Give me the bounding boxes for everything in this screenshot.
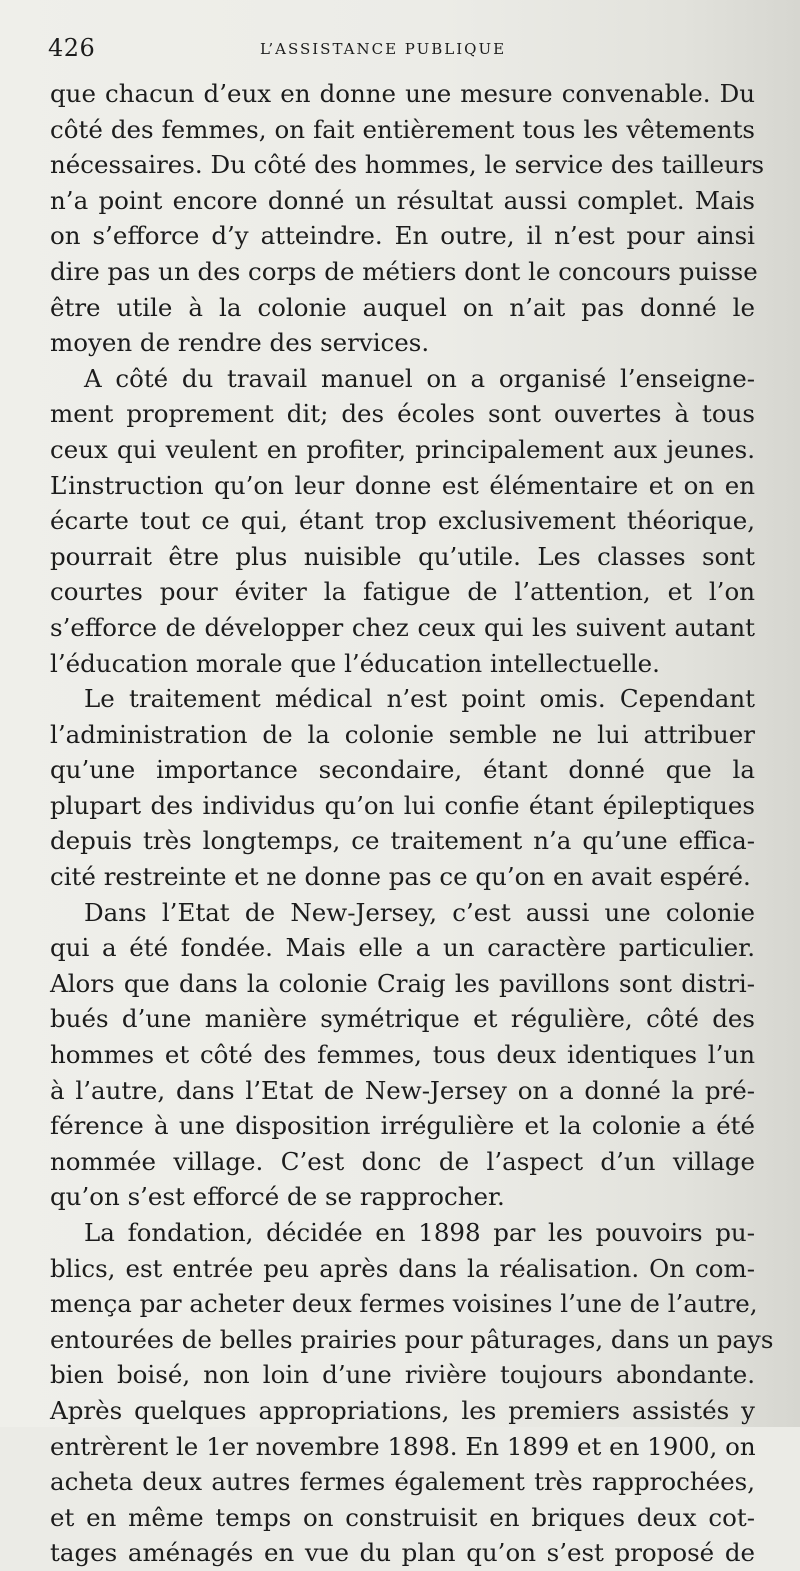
text-line: écarte tout ce qui, étant trop exclusivement théorique,	[50, 506, 755, 536]
text-line: entrèrent le 1er novembre 1898. En 1899 et en 1900, on	[50, 1431, 756, 1461]
text-line: Le traitement médical n’est point omis. Cependant	[84, 684, 755, 714]
text-line: nécessaires. Du côté des hommes, le service des tailleurs	[50, 150, 765, 180]
text-line: tages aménagés en vue du plan qu’on s’est proposé de	[50, 1538, 755, 1568]
text-line: entourées de belles prairies pour pâturages, dans un pays	[50, 1324, 774, 1354]
text-line: A côté du travail manuel on a organisé l’enseigne-	[84, 363, 755, 393]
text-line: on s’efforce d’y atteindre. En outre, il n’est pour ainsi	[50, 221, 755, 251]
text-line: bien boisé, non loin d’une rivière toujours abondante.	[50, 1360, 755, 1390]
text-line: bués d’une manière symétrique et régulière, côté des	[50, 1004, 755, 1034]
text-line: acheta deux autres fermes également très rapprochées,	[50, 1467, 755, 1497]
running-head: L’ASSISTANCE PUBLIQUE	[260, 40, 507, 58]
text-line: L’instruction qu’on leur donne est élémentaire et on en	[50, 470, 755, 500]
text-line: férence à une disposition irrégulière et la colonie a été	[50, 1111, 755, 1141]
text-line: La fondation, décidée en 1898 par les pouvoirs pu-	[84, 1218, 755, 1247]
text-line: qu’une importance secondaire, étant donné que la	[50, 755, 755, 785]
text-line: plupart des individus qu’on lui confie étant épileptiques	[50, 790, 755, 820]
text-line: depuis très longtemps, ce traitement n’a qu’une effica-	[50, 826, 755, 856]
text-line: blics, est entrée peu après dans la réalisation. On com-	[50, 1253, 755, 1283]
text-line: Alors que dans la colonie Craig les pavillons sont distri-	[50, 968, 755, 998]
text-line: mença par acheter deux fermes voisines l’une de l’autre,	[50, 1289, 758, 1319]
text-line: et en même temps on construisit en briques deux cot-	[50, 1502, 755, 1532]
page-number: 426	[48, 34, 96, 62]
text-line: nommée village. C’est donc de l’aspect d’un village	[50, 1146, 755, 1176]
text-line: être utile à la colonie auquel on n’ait pas donné le	[50, 292, 755, 322]
page-header	[48, 34, 748, 64]
text-line: moyen de rendre des services.	[50, 328, 430, 358]
text-line: qui a été fondée. Mais elle a un caractère particulier.	[50, 933, 755, 963]
text-line: que chacun d’eux en donne une mesure convenable. Du	[50, 79, 755, 108]
text-line: n’a point encore donné un résultat aussi complet. Mais	[50, 185, 755, 215]
text-line: ceux qui veulent en profiter, principalement aux jeunes.	[50, 434, 755, 464]
text-line: Dans l’Etat de New-Jersey, c’est aussi une colonie	[84, 897, 755, 927]
text-line: hommes et côté des femmes, tous deux identiques l’un	[50, 1040, 755, 1070]
text-line: Après quelques appropriations, les premiers assistés y	[50, 1395, 755, 1425]
text-line: pourrait être plus nuisible qu’utile. Les classes sont	[50, 541, 755, 571]
text-line: l’éducation morale que l’éducation intellectuelle.	[50, 648, 660, 678]
text-line: qu’on s’est efforcé de se rapprocher.	[50, 1182, 505, 1212]
text-line: s’efforce de développer chez ceux qui les suivent autant	[50, 612, 755, 642]
text-line: à l’autre, dans l’Etat de New-Jersey on a donné la pré-	[50, 1075, 755, 1105]
body-text	[50, 76, 774, 1571]
text-line: ment proprement dit; des écoles sont ouvertes à tous	[50, 399, 755, 429]
text-line: l’administration de la colonie semble ne lui attribuer	[50, 719, 755, 749]
text-line: dire pas un des corps de métiers dont le concours puisse	[50, 256, 758, 286]
text-line: cité restreinte et ne donne pas ce qu’on en avait espéré.	[50, 862, 751, 892]
text-line: côté des femmes, on fait entièrement tous les vêtements	[50, 114, 755, 144]
text-line: courtes pour éviter la fatigue de l’attention, et l’on	[50, 577, 755, 607]
